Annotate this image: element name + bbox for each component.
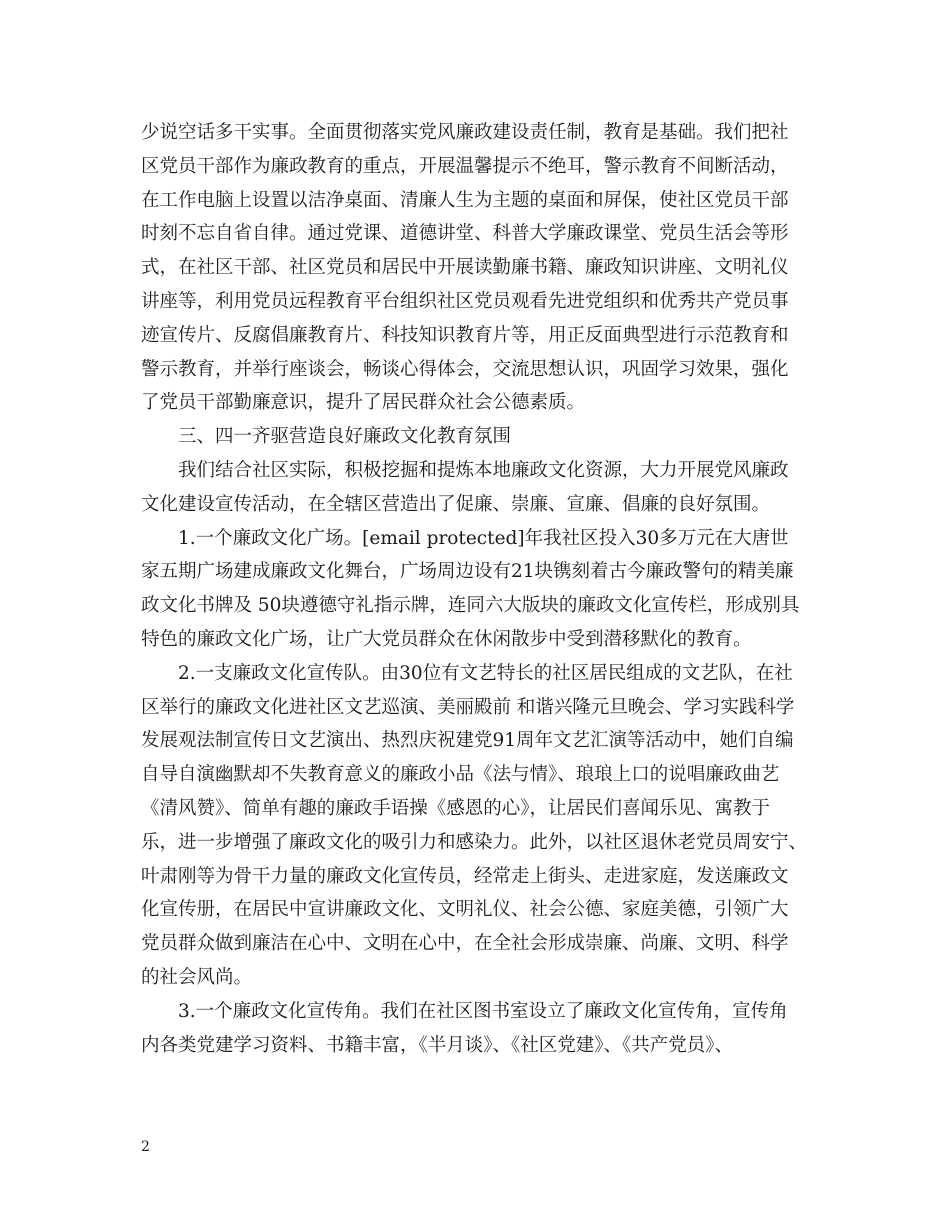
text-line: 自导自演幽默却不失教育意义的廉政小品《法与情》、琅琅上口的说唱廉政曲艺 — [141, 764, 780, 786]
text-line: 1.一个廉政文化广场。[email protected]年我社区投入30多万元在大唐世 — [178, 527, 789, 549]
text-line: 少说空话多干实事。全面贯彻落实党风廉政建设责任制，教育是基础。我们把社 — [141, 122, 789, 143]
text-line: 叶肃刚等为骨干力量的廉政文化宣传员，经常走上街头、走进家庭，发送廉政文 — [141, 865, 789, 887]
text-line: 内各类党建学习资料、书籍丰富，《半月谈》、《社区党建》、《共产党员》、 — [141, 1034, 734, 1056]
text-line: 讲座等，利用党员远程教育平台组织社区党员观看先进党组织和优秀共产党员事 — [141, 290, 789, 312]
text-line: 警示教育，并举行座谈会，畅谈心得体会，交流思想认识，巩固学习效果，强化 — [141, 358, 789, 380]
text-line: 迹宣传片、反腐倡廉教育片、科技知识教育片等，用正反面典型进行示范教育和 — [141, 324, 789, 346]
page-number: 2 — [141, 1139, 150, 1155]
text-line: 三、四一齐驱营造良好廉政文化教育氛围 — [178, 426, 512, 448]
text-line: 区党员干部作为廉政教育的重点，开展温馨提示不绝耳，警示教育不间断活动， — [141, 155, 789, 177]
text-line: 2.一支廉政文化宣传队。由30位有文艺特长的社区居民组成的文艺队，在社 — [178, 662, 793, 684]
text-line: 我们结合社区实际，积极挖掘和提炼本地廉政文化资源，大力开展党风廉政 — [178, 459, 789, 481]
text-line: 3.一个廉政文化宣传角。我们在社区图书室设立了廉政文化宣传角，宣传角 — [178, 1000, 788, 1022]
text-line: 发展观法制宣传日文艺演出、热烈庆祝建党91周年文艺汇演等活动中，她们自编 — [141, 730, 794, 752]
text-line: 《清风赞》、简单有趣的廉政手语操《感恩的心》，让居民们喜闻乐见、寓教于 — [141, 797, 771, 819]
text-line: 乐，进一步增强了廉政文化的吸引力和感染力。此外，以社区退休老党员周安宁、 — [141, 831, 808, 853]
text-line: 在工作电脑上设置以洁净桌面、清廉人生为主题的桌面和屏保，使社区党员干部 — [141, 189, 789, 211]
text-line: 家五期广场建成廉政文化舞台，广场周边设有21块镌刻着古今廉政警句的精美廉 — [141, 561, 794, 583]
document-body — [141, 116, 821, 1062]
text-line: 区举行的廉政文化进社区文艺巡演、美丽殿前 和谐兴隆元旦晚会、学习实践科学 — [141, 696, 795, 718]
text-line: 党员群众做到廉洁在心中、文明在心中，在全社会形成崇廉、尚廉、文明、科学 — [141, 933, 789, 955]
text-line: 政文化书牌及 50块遵德守礼指示牌，连同六大版块的廉政文化宣传栏，形成别具 — [141, 595, 800, 617]
text-line: 化宣传册，在居民中宣讲廉政文化、文明礼仪、社会公德、家庭美德，引领广大 — [141, 899, 789, 921]
text-line: 的社会风尚。 — [141, 966, 253, 988]
text-line: 了党员干部勤廉意识，提升了居民群众社会公德素质。 — [141, 392, 586, 414]
text-line: 时刻不忘自省自律。通过党课、道德讲堂、科普大学廉政课堂、党员生活会等形 — [141, 223, 789, 245]
text-line: 特色的廉政文化广场，让广大党员群众在休闲散步中受到潜移默化的教育。 — [141, 628, 752, 650]
text-line: 式，在社区干部、社区党员和居民中开展读勤廉书籍、廉政知识讲座、文明礼仪 — [141, 257, 789, 279]
text-line: 文化建设宣传活动，在全辖区营造出了促廉、崇廉、宣廉、倡廉的良好氛围。 — [141, 493, 771, 515]
